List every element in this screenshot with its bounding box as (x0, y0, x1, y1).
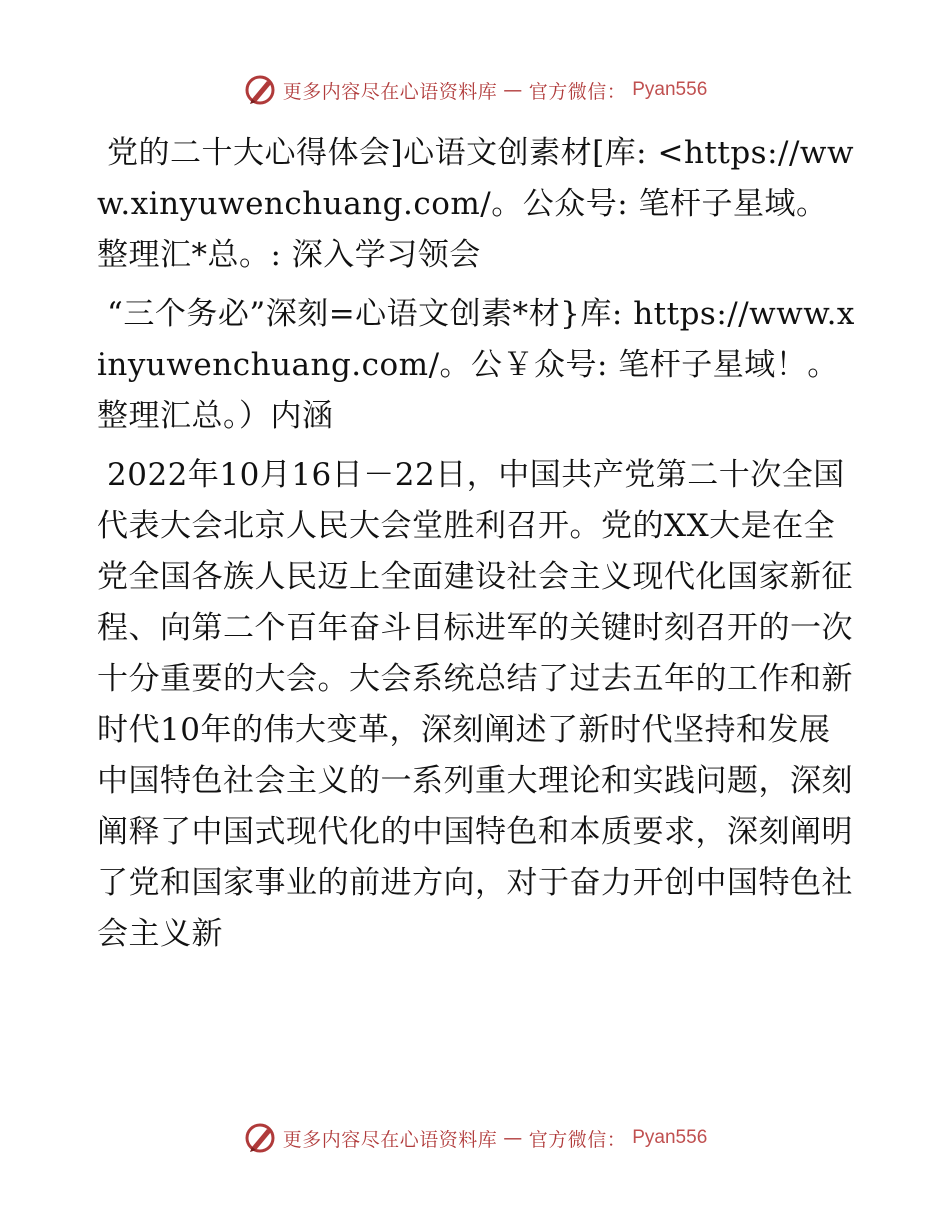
pen-logo-icon (243, 73, 277, 107)
banner-title: 更多内容尽在心语资料库 (282, 1128, 498, 1151)
document-body (97, 128, 857, 968)
banner-wechat-id: Pyan556 (632, 79, 708, 100)
header-banner (0, 70, 950, 110)
paragraph-1: 党的二十大心得体会]心语文创素材[库: <https://www.xinyuwenchuang.com/。公众号: 笔杆子星域。整理汇*总。: 深入学习领会 (97, 135, 854, 273)
pen-logo-icon (243, 1121, 277, 1155)
banner-dash: — (503, 79, 523, 101)
banner-official-label: 官方微信： (528, 80, 627, 103)
paragraph-3: 2022年10月16日－22日，中国共产党第二十次全国代表大会北京人民大会堂胜利召开。党的XX大是在全党全国各族人民迈上全面建设社会主义现代化国家新征程、向第二个百年奋斗目标进军的关键时刻召开的一次十分重要的大会。大会系统总结了过去五年的工作和新时代10年的伟大变革，深刻阐述了新时代坚持和发展中国特色社会主义的一系列重大理论和实践问题，深刻阐释了中国式现代化的中国特色和本质要求，深刻阐明了党和国家事业的前进方向，对于奋力开创中国特色社会主义新 (97, 457, 853, 952)
banner-title: 更多内容尽在心语资料库 (282, 80, 498, 103)
banner-wechat-id: Pyan556 (632, 1127, 708, 1148)
paragraph-2: “三个务必”深刻=心语文创素*材}库: https://www.xinyuwenchuang.com/。公￥众号: 笔杆子星域！。整理汇总。）内涵 (97, 296, 855, 434)
banner-official-label: 官方微信： (528, 1128, 627, 1151)
footer-banner (0, 1118, 950, 1158)
banner-dash: — (503, 1127, 523, 1149)
